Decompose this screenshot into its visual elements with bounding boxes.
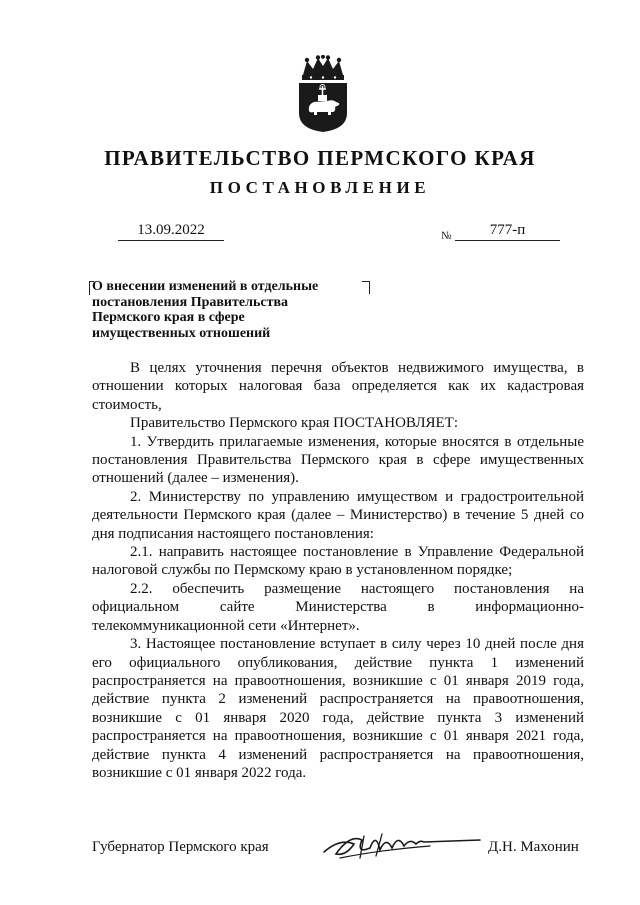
body-paragraph: Правительство Пермского края ПОСТАНОВЛЯЕТ: (130, 415, 459, 432)
document-subject (92, 279, 362, 341)
subject-line: имущественных отношений (92, 325, 271, 341)
body-paragraph: 3. Настоящее постановление вступает в силу через 10 дней после дня его официального опубликования, действие пункта 1 изменений распространяется на правоотношения, возникшие с 01 января 2019 года, действие пункта 2 изменений распространяется на правоотношения, возникшие с 01 января 2020 года, действие пункта 3 изменений распространяется на правоотношения, возникшие с 01 января 2021 года, действие пункта 4 изменений распространяется на правоотношения, возникшие с 01 января 2022 года. (92, 636, 584, 781)
handwritten-signature (320, 826, 488, 864)
document-date: 13.09.2022 (118, 222, 224, 241)
subject-bracket-right (362, 281, 370, 294)
number-sign: № (441, 230, 452, 242)
subject-line: О внесении изменений в отдельные (92, 279, 319, 294)
body-paragraph: 2.1. направить настоящее постановление в Управление Федеральной налоговой службы по Пермскому краю в установленном порядке; (92, 544, 584, 579)
organization-title: ПРАВИТЕЛЬСТВО ПЕРМСКОГО КРАЯ (104, 146, 536, 170)
body-paragraph: 2.2. обеспечить размещение настоящего постановления на официальном сайте Министерства в информационно-телекоммуникационной сети «Интернет». (92, 580, 584, 634)
signatory-name: Д.Н. Махонин (488, 839, 579, 855)
subject-line: постановления Правительства (92, 294, 288, 310)
document-type-title: ПОСТАНОВЛЕНИЕ (209, 178, 431, 197)
body-paragraph: 2. Министерству по управлению имуществом и градостроительной деятельности Пермского края (далее – Министерство) в течение 5 дней со дня подписания настоящего постановления: (92, 488, 584, 542)
body-paragraph: В целях уточнения перечня объектов недвижимого имущества, в отношении которых налоговая база определяется как их кадастровая стоимость, (92, 360, 584, 413)
document-body (92, 359, 584, 782)
signatory-title: Губернатор Пермского края (92, 839, 269, 855)
perm-krai-coat-of-arms-icon (297, 55, 349, 133)
subject-line: Пермского края в сфере (92, 310, 245, 326)
document-number: 777-п (455, 222, 560, 241)
body-paragraph: 1. Утвердить прилагаемые изменения, которые вносятся в отдельные постановления Правительства Пермского края в сфере имущественных отношений (далее – изменения). (92, 433, 584, 487)
